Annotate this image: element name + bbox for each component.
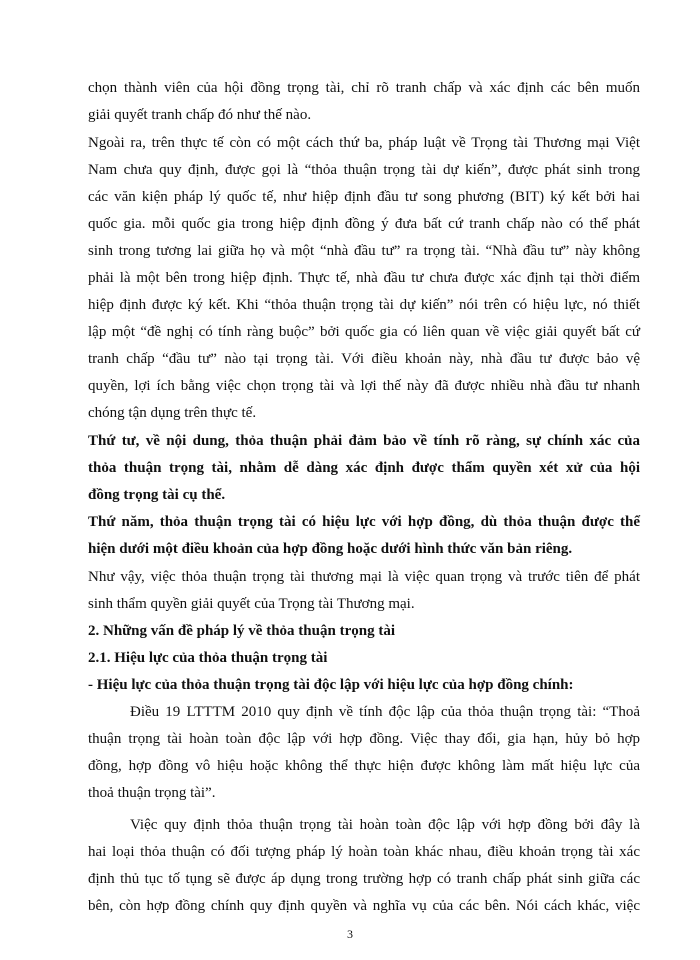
- text-line: giải quyết tranh chấp đó như thế nào.: [88, 107, 312, 123]
- text-line: Điều 19 LTTTM 2010 quy định về tính độc lập của thỏa thuận trọng tài: “Thoả: [130, 704, 640, 720]
- text-line: chọn thành viên của hội đồng trọng tài, chỉ rõ tranh chấp và xác định các bên muốn: [88, 80, 640, 96]
- text-line: tranh chấp “đầu tư” nào tại trọng tài. Với điều khoản này, nhà đầu tư được bảo vệ: [88, 351, 640, 367]
- text-line: đồng, hợp đồng vô hiệu hoặc không thể thực hiện được không làm mất hiệu lực của: [88, 758, 640, 774]
- text-line: Nam chưa quy định, được gọi là “thỏa thuận trọng tài dự kiến”, được phát sinh trong: [88, 162, 640, 178]
- text-line: lập một “đề nghị có tính ràng buộc” bởi quốc gia có liên quan về việc giải quyết bất cứ: [88, 324, 640, 340]
- text-line: định thủ tục tố tụng sẽ được áp dụng trong trường hợp có tranh chấp phát sinh giữa các: [88, 871, 640, 887]
- section-heading: 2. Những vấn đề pháp lý về thỏa thuận trọng tài: [88, 623, 395, 639]
- text-line: Ngoài ra, trên thực tế còn có một cách thứ ba, pháp luật về Trọng tài Thương mại Việt: [88, 135, 640, 151]
- text-line: các văn kiện pháp lý quốc tế, như hiệp định đầu tư song phương (BIT) ký kết bởi hai: [88, 189, 640, 205]
- text-line: Như vậy, việc thỏa thuận trọng tài thương mại là việc quan trọng và trước tiên để phát: [88, 569, 640, 585]
- text-line: chóng tận dụng trên thực tế.: [88, 405, 257, 421]
- subsection-heading: 2.1. Hiệu lực của thỏa thuận trọng tài: [88, 650, 328, 666]
- text-line: hai loại thỏa thuận có đối tượng pháp lý hoàn toàn khác nhau, điều khoản trọng tài xác: [88, 844, 640, 860]
- bold-text-line: Thứ năm, thỏa thuận trọng tài có hiệu lực với hợp đồng, dù thỏa thuận được thể: [88, 514, 640, 530]
- text-line: thoả thuận trọng tài”.: [88, 785, 216, 801]
- text-line: phải là một bên trong hiệp định. Thực tế, nhà đầu tư chưa được xác định tại thời điểm: [88, 270, 640, 286]
- text-line: bên, còn hợp đồng chính quy định quyền và nghĩa vụ của các bên. Nói cách khác, việc: [88, 898, 640, 914]
- bold-text-line: đồng trọng tài cụ thể.: [88, 487, 226, 503]
- text-line: hiệp định được ký kết. Khi “thỏa thuận trọng tài dự kiến” nói trên có hiệu lực, nó thiết: [88, 297, 640, 313]
- page-number: 3: [347, 927, 353, 941]
- bold-text-line: hiện dưới một điều khoản của hợp đồng hoặc dưới hình thức văn bản riêng.: [88, 541, 573, 557]
- text-line: quốc gia. mỗi quốc gia trong hiệp định đồng ý đưa bất cứ tranh chấp nào có thể phát: [88, 216, 640, 232]
- text-line: quyền, lợi ích bằng việc chọn trọng tài và lợi thế này đã được nhiều nhà đầu tư nhanh: [88, 378, 640, 394]
- subsection-subheading: - Hiệu lực của thỏa thuận trọng tài độc lập với hiệu lực của hợp đồng chính:: [88, 677, 574, 693]
- text-line: thuận trọng tài hoàn toàn độc lập với hợp đồng. Việc thay đổi, gia hạn, hủy bỏ hợp: [88, 731, 640, 747]
- bold-text-line: Thứ tư, về nội dung, thỏa thuận phải đảm bảo về tính rõ ràng, sự chính xác của: [88, 433, 640, 449]
- bold-text-line: thỏa thuận trọng tài, nhằm dễ dàng xác định được thẩm quyền xét xử của hội: [88, 460, 640, 476]
- text-line: Việc quy định thỏa thuận trọng tài hoàn toàn độc lập với hợp đồng bởi đây là: [130, 817, 640, 833]
- text-line: sinh thẩm quyền giải quyết của Trọng tài Thương mại.: [88, 596, 415, 612]
- text-line: sinh trong tương lai giữa họ và một “nhà đầu tư” ra trọng tài. “Nhà đầu tư” này không: [88, 243, 640, 259]
